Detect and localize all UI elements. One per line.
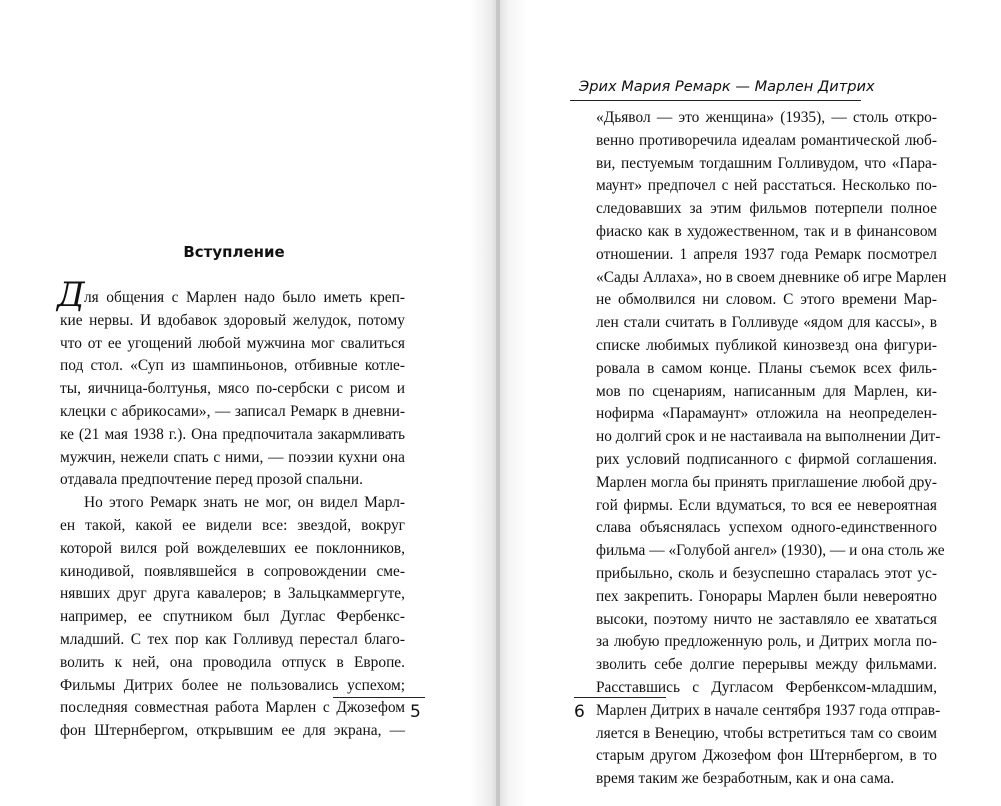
text-line: время таким же безработным, как и она сама.: [596, 770, 895, 788]
text-line: маунт» предпочел с ней расстаться. Несколько по-: [596, 177, 937, 195]
text-line: которой вился рой вожделевших ее поклонников,: [60, 539, 405, 557]
text-line: не обмолвился ни словом. С этого времени Мар-: [596, 291, 937, 309]
gutter-shadow: [496, 0, 526, 806]
text-line: ен такой, какой ее видели все: звездой, вокруг: [60, 516, 405, 534]
text-line: Но этого Ремарк знать не мог, он видел Марл-: [84, 494, 405, 512]
page-number: 5: [410, 702, 421, 722]
text-line: венно противоречила идеалам романтической люб-: [596, 131, 937, 149]
text-line: «Дьявол — это женщина» (1935), — столь откро-: [596, 109, 937, 126]
text-line: списке любимых публикой кинозвезд она фигури-: [596, 336, 937, 354]
text-line: клецки с абрикосами», — записал Ремарк в дневни-: [60, 402, 405, 420]
text-line: кие нервы. И вдобавок здоровый желудок, потому: [60, 311, 405, 329]
text-line: последняя совместная работа Марлен с Джозефом: [60, 699, 405, 717]
text-line: ля общения с Марлен надо было иметь креп-: [84, 289, 405, 306]
footer-rule: [574, 697, 666, 698]
text-line: прибыльно, сколь и безуспешно старалась этот ус-: [596, 564, 937, 582]
text-line: следовавших за этим фильмов потерпели полное: [596, 200, 937, 218]
text-line: отдавала предпочтение перед прозой спальни.: [60, 471, 363, 489]
text-line: нявших друг друга кавалеров; в Зальцкаммергуте,: [60, 585, 405, 603]
text-line: Расставшись с Дугласом Фербенксом-младшим,: [596, 678, 937, 696]
text-line: отношении. 1 апреля 1937 года Ремарк посмотрел: [596, 245, 937, 263]
text-line: ви, пестуемым тогдашним Голливудом, что «Пара-: [596, 154, 937, 172]
text-line: ровала в самом конце. Планы съемок всех филь-: [596, 359, 937, 377]
text-line: фон Штернбергом, открывшим ее для экрана, —: [60, 722, 405, 740]
left-page-text: [57, 275, 405, 743]
text-line: Марлен Дитрих в начале сентября 1937 года отправ-: [596, 701, 941, 719]
text-line: ке (21 мая 1938 г.). Она предпочитала закармливать: [60, 425, 405, 443]
text-line: ляется в Венецию, чтобы встретиться там со своим: [596, 724, 937, 742]
text-line: мужчин, нежели спать с ними, — поэзии кухни она: [60, 448, 405, 466]
text-line: мов по сценариям, написанным для Марлен, ки-: [596, 382, 937, 400]
text-line: старым другом Джозефом фон Штернбергом, в то: [596, 747, 937, 765]
left-page: [0, 0, 496, 806]
text-line: гой фирмы. Если вдуматься, то вся ее невероятная: [596, 496, 937, 514]
text-line: младший. С тех пор как Голливуд перестал благо-: [60, 630, 405, 648]
text-line: слава объяснялась успехом одного-единственного: [596, 519, 937, 537]
page-number: 6: [574, 702, 585, 722]
text-line: кинодивой, появлявшейся в сопровождении сме-: [60, 562, 405, 580]
text-line: например, ее спутником был Дуглас Фербенкс-: [60, 608, 405, 626]
text-line: волить к ней, она проводила отпуск в Европе.: [60, 653, 405, 671]
text-line: ты, яичница-болтунья, мясо по-сербски с рисом и: [60, 380, 405, 398]
text-line: Фильмы Дитрих более не пользовались успехом;: [60, 676, 405, 694]
text-line: рих условий подписанного с фирмой соглашения.: [596, 450, 937, 468]
text-line: под стол. «Суп из шампиньонов, отбивные котле-: [60, 357, 405, 375]
right-page-text: [596, 107, 947, 791]
text-line: нофирма «Парамаунт» отложила на неопределен-: [596, 405, 937, 423]
text-line: что от ее угощений любой мужчина мог свалиться: [60, 334, 405, 352]
chapter-title: Вступление: [183, 243, 285, 261]
text-line: лен стали считать в Голливуде «ядом для кассы», в: [596, 314, 937, 332]
footer-rule: [333, 697, 425, 698]
text-line: за любую предложенную роль, и Дитрих могла по-: [596, 633, 937, 651]
text-line: пех закрепить. Гонорары Марлен были невероятно: [596, 587, 937, 605]
drop-cap: Д: [57, 275, 85, 315]
text-line: «Сады Аллаха», но в своем дневнике об игре Марлен: [596, 268, 947, 286]
text-line: но долгий срок и не настаивала на выполнении Дит-: [596, 428, 941, 446]
running-head: Эрих Мария Ремарк — Марлен Дитрих: [579, 78, 875, 95]
text-line: фиаско как в художественном, так и в финансовом: [596, 222, 937, 240]
text-line: Марлен могла бы принять приглашение любой дру-: [596, 473, 937, 491]
text-line: фильма — «Голубой ангел» (1930), — и она столь же: [596, 542, 945, 560]
text-line: зволить себе долгие перерывы между фильмами.: [596, 656, 937, 674]
header-rule: [570, 100, 861, 101]
text-line: высоки, поэтому ничто не заставляло ее хвататься: [596, 610, 937, 628]
